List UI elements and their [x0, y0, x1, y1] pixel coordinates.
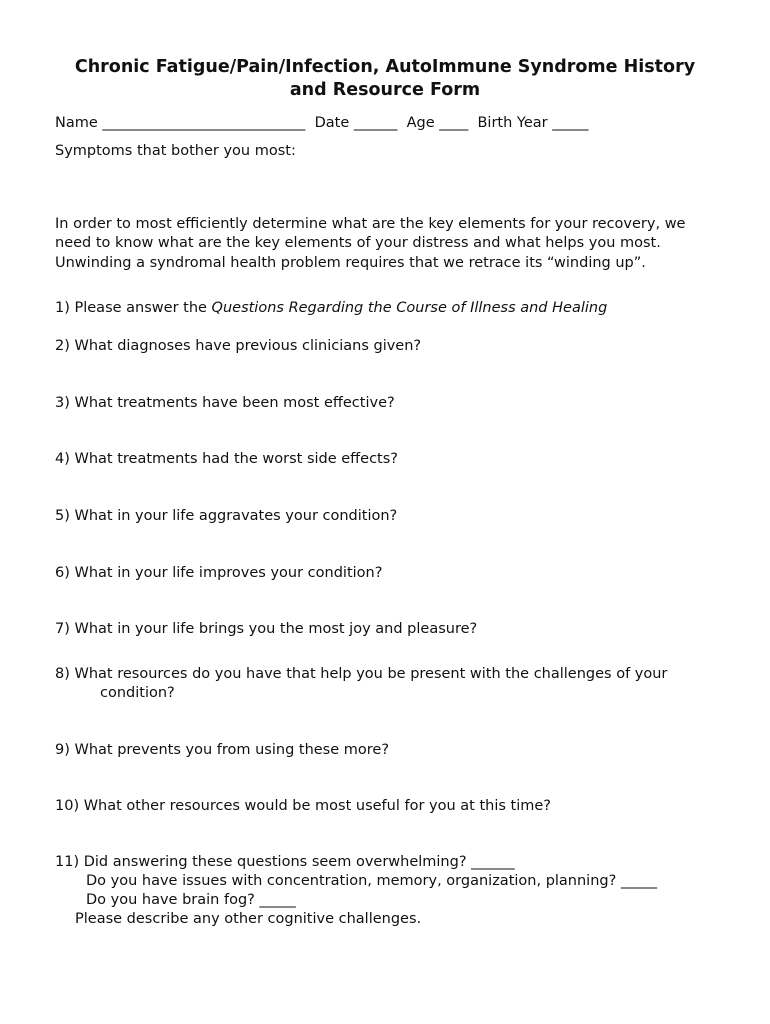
question-10: 10) What other resources would be most useful for you at this time? [55, 798, 551, 814]
date-blank[interactable]: ______ [353, 115, 398, 131]
question-4: 4) What treatments had the worst side effects? [55, 451, 398, 467]
question-11-line-2: Do you have issues with concentration, memory, organization, planning? _____ [86, 873, 658, 889]
age-label: Age [406, 115, 435, 131]
question-1 [55, 299, 607, 318]
question-1-prefix: 1) Please answer the [55, 300, 212, 316]
question-7: 7) What in your life brings you the most joy and pleasure? [55, 621, 478, 637]
date-label: Date [314, 115, 350, 131]
question-2: 2) What diagnoses have previous clinicians given? [55, 338, 422, 354]
question-8-line-1: 8) What resources do you have that help you be present with the challenges of your [55, 666, 668, 682]
info-fields-row [55, 114, 588, 133]
symptoms-label: Symptoms that bother you most: [55, 143, 296, 159]
title-line-2: and Resource Form [289, 80, 481, 100]
age-blank[interactable]: ____ [439, 115, 469, 131]
question-11-line-4: Please describe any other cognitive challenges. [75, 911, 422, 927]
question-6: 6) What in your life improves your condition? [55, 565, 383, 581]
question-5: 5) What in your life aggravates your condition? [55, 508, 398, 524]
question-9: 9) What prevents you from using these more? [55, 742, 390, 758]
name-label: Name [55, 115, 98, 131]
question-11-line-3: Do you have brain fog? _____ [86, 892, 296, 908]
birth-year-blank[interactable]: _____ [552, 115, 589, 131]
intro-paragraph: In order to most efficiently determine what are the key elements for your recovery, we need to know what are the key elements of your distress and what helps you most. Unwinding a syndromal health problem requires that we retrace its “winding up”. [55, 216, 686, 271]
question-11-line-1: 11) Did answering these questions seem overwhelming? ______ [55, 854, 515, 870]
question-8-line-2: condition? [100, 685, 175, 701]
name-blank[interactable]: ____________________________ [102, 115, 306, 131]
question-3: 3) What treatments have been most effective? [55, 395, 395, 411]
question-1-italic: Questions Regarding the Course of Illness and Healing [211, 300, 608, 316]
birth-year-label: Birth Year [477, 115, 548, 131]
title-line-1: Chronic Fatigue/Pain/Infection, AutoImmune Syndrome History [74, 57, 696, 77]
form-title [40, 56, 730, 102]
